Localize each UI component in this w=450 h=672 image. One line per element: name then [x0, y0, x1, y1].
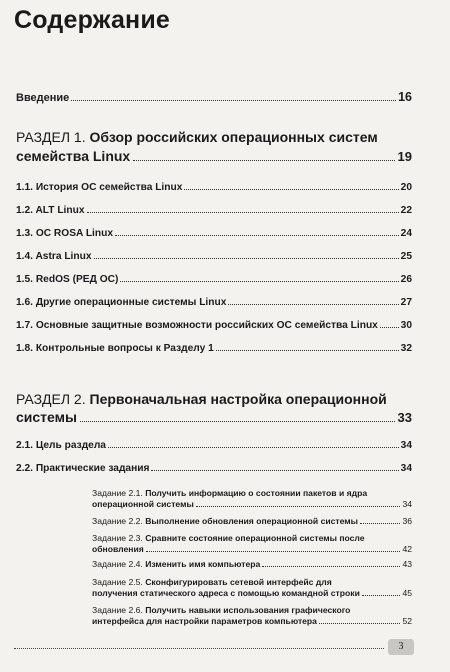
leader-dots	[133, 160, 394, 161]
task-entry-2-4[interactable]	[92, 559, 412, 570]
toc-entry-text: 1.4. Astra Linux	[16, 251, 92, 262]
toc-entry-1-8[interactable]	[16, 342, 412, 355]
task-entry-2-5[interactable]	[92, 577, 412, 599]
task-text: Выполнение обновления операционной системы	[145, 516, 358, 526]
toc-entry-1-6[interactable]	[16, 296, 412, 309]
task-entry-2-2[interactable]	[92, 516, 412, 527]
toc-entry-1-3[interactable]	[16, 227, 412, 240]
toc-entry-page: 30	[400, 320, 412, 331]
section-name: Первоначальная настройка операционной	[89, 391, 387, 407]
section-page: 33	[397, 410, 412, 425]
task-text-cont: интерфейса для настройки параметров компьютера	[92, 616, 317, 626]
task-label: Задание 2.5.	[92, 577, 143, 587]
task-text-cont: операционной системы	[92, 499, 194, 509]
toc-entry-text: 1.3. ОС ROSA Linux	[16, 228, 113, 239]
task-entry-2-3[interactable]	[92, 533, 412, 555]
toc-entry-1-7[interactable]	[16, 319, 412, 332]
toc-entry-page: 34	[400, 463, 412, 474]
toc-entry-page: 26	[400, 274, 412, 285]
task-label: Задание 2.6.	[92, 605, 143, 615]
toc-entry-text: 1.1. История ОС семейства Linux	[16, 182, 183, 193]
leader-dots	[380, 327, 399, 328]
task-page: 36	[402, 516, 412, 526]
task-page: 52	[402, 616, 412, 626]
toc-entry-2-1[interactable]	[16, 439, 412, 452]
task-label: Задание 2.2.	[92, 516, 143, 526]
leader-dots	[94, 258, 399, 259]
toc-entry-page: 34	[400, 440, 412, 451]
task-label: Задание 2.4.	[92, 559, 143, 569]
leader-dots	[216, 350, 399, 351]
section-prefix: РАЗДЕЛ 2.	[16, 391, 86, 407]
section-name: Обзор российских операционных систем	[89, 129, 378, 145]
toc-entry-page: 27	[400, 297, 412, 308]
task-text: Получить навыки использования графического	[145, 605, 351, 615]
toc-entry-page: 25	[400, 251, 412, 262]
leader-dots	[362, 595, 401, 596]
section-page: 19	[397, 149, 412, 164]
leader-dots	[319, 623, 400, 624]
toc-entry-intro[interactable]	[16, 91, 412, 105]
task-entry-2-6[interactable]	[92, 605, 412, 627]
toc-entry-2-2[interactable]	[16, 462, 412, 475]
toc-entry-page: 16	[398, 90, 412, 104]
footer-rule	[14, 648, 384, 649]
toc-entry-page: 32	[400, 343, 412, 354]
leader-dots	[184, 189, 398, 190]
task-text: Сконфигурировать сетевой интерфейс для	[145, 577, 332, 587]
toc-entry-1-5[interactable]	[16, 273, 412, 286]
section-prefix: РАЗДЕЛ 1.	[16, 129, 86, 145]
toc-entry-1-2[interactable]	[16, 204, 412, 217]
section-2-heading-line2[interactable]	[16, 408, 412, 427]
task-text: Изменить имя компьютера	[145, 559, 261, 569]
task-label: Задание 2.1.	[92, 488, 143, 498]
section-2-heading[interactable]	[16, 390, 412, 408]
leader-dots	[360, 523, 400, 524]
page-number-badge: 3	[388, 639, 414, 655]
toc-entry-text: 1.5. RedOS (РЕД ОС)	[16, 274, 119, 285]
task-text: Сравните состояние операционной системы после	[145, 533, 365, 543]
task-text: Получить информацию о состоянии пакетов и ядра	[145, 488, 368, 498]
task-label: Задание 2.3.	[92, 533, 143, 543]
task-entry-2-1[interactable]	[92, 488, 412, 510]
task-text-cont: обновления	[92, 544, 144, 554]
leader-dots	[196, 506, 401, 507]
leader-dots	[108, 447, 399, 448]
leader-dots	[120, 281, 398, 282]
section-1-heading-line2[interactable]	[16, 147, 412, 166]
task-page: 43	[402, 559, 412, 569]
leader-dots	[151, 470, 398, 471]
toc-entry-page: 22	[400, 205, 412, 216]
task-page: 34	[402, 499, 412, 509]
toc-entry-text: 1.8. Контрольные вопросы к Разделу 1	[16, 343, 214, 354]
task-text-cont: получения статического адреса с помощью командной строки	[92, 588, 360, 598]
toc-entry-text: 2.2. Практические задания	[16, 463, 150, 474]
toc-entry-text: Введение	[16, 92, 70, 104]
page-title: Содержание	[14, 6, 171, 34]
toc-entry-text: 1.2. ALT Linux	[16, 205, 85, 216]
leader-dots	[228, 304, 398, 305]
section-1-heading[interactable]	[16, 128, 412, 146]
toc-entry-page: 20	[400, 182, 412, 193]
leader-dots	[71, 100, 396, 101]
section-name-cont: семейства Linux	[16, 148, 131, 164]
leader-dots	[146, 551, 401, 552]
task-page: 42	[402, 544, 412, 554]
task-page: 45	[402, 588, 412, 598]
leader-dots	[262, 566, 400, 567]
section-name-cont: системы	[16, 409, 77, 425]
toc-entry-1-4[interactable]	[16, 250, 412, 263]
toc-entry-text: 1.6. Другие операционные системы Linux	[16, 297, 227, 308]
toc-entry-text: 2.1. Цель раздела	[16, 440, 106, 451]
toc-entry-1-1[interactable]	[16, 181, 412, 194]
toc-entry-page: 24	[400, 228, 412, 239]
toc-entry-text: 1.7. Основные защитные возможности российских ОС семейства Linux	[16, 320, 378, 331]
leader-dots	[115, 235, 399, 236]
leader-dots	[87, 212, 399, 213]
leader-dots	[80, 421, 395, 422]
